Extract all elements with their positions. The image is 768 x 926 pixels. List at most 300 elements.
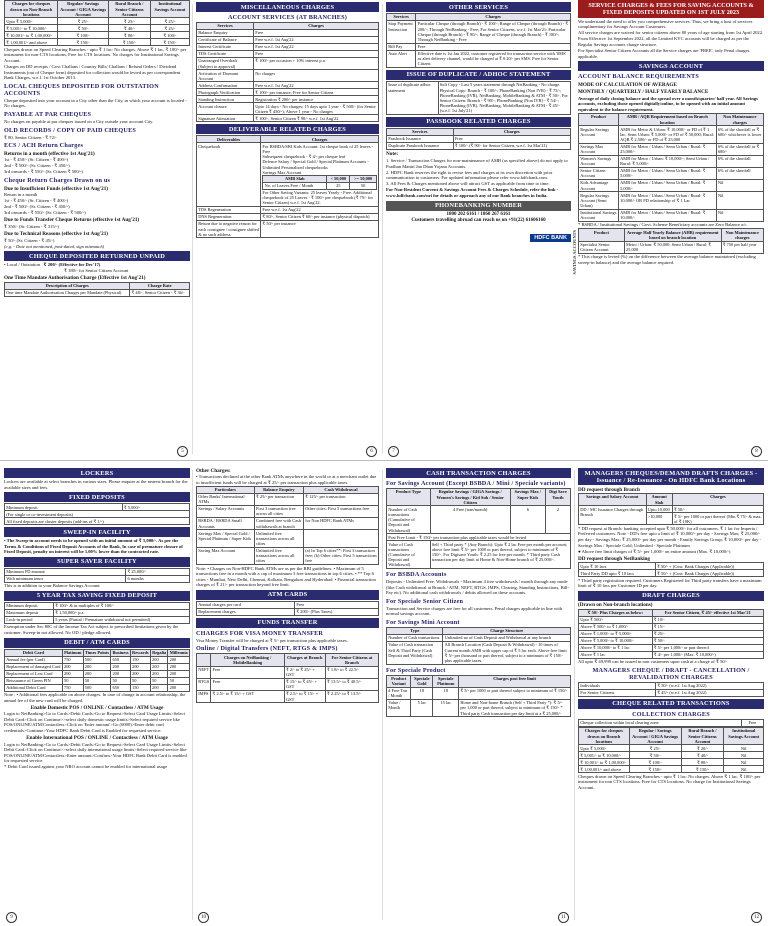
table-cell: Above ₹ 1,000/- to ₹ 5,000/- (579, 630, 653, 637)
branch-collection-table (578, 727, 764, 773)
table-cell: ₹ 100/- per instance; Free for Senior Citizen (254, 89, 379, 96)
savings-mini-table (386, 627, 571, 665)
funds-transfer-return-text: ₹ 350/- (Sr. Citizen - ₹ 315/-) (4, 223, 59, 229)
table-header: Business (112, 650, 129, 656)
table-header: Charge Rate (130, 282, 190, 289)
table-cell: ₹ 15/- to ₹ 45/- + GST (284, 678, 325, 690)
table-cell: Post Free Limit - ₹ 150/- per transaction plus applicable taxes would be levied (387, 534, 571, 541)
table-cell: Value of Cash transaction Self & Third Party (Cash Deposit and Withdrawal) (387, 641, 443, 664)
returned-unpaid-local (4, 262, 190, 268)
table-cell: 750 (62, 656, 83, 663)
table-cell: Cheque collection within local clearing zone (579, 719, 742, 726)
table-cell: Free w.e.f. 1st Aug'22 (261, 206, 379, 213)
table-cell: Regular Savings Account (Semi Urban) (579, 192, 619, 209)
debit-cards-table (4, 649, 190, 692)
table-header: Services (387, 128, 454, 135)
table-cell: Home and Non-home Branch (Self + Third Party *): ₹ 5/- per 1,000 or part thereof, subject to minimum of ₹ 150/- * Third party Cash transaction per day limit at a ₹ 25,000/- (459, 699, 571, 716)
speed-clearing-note: Cheques drawn on Speed Clearing Branches - upto ₹ 1 lac: No charges. Above ₹ 1 lac, ₹ 100/- per instrument for non-CTS locations, Free for CTS locations. No charges for Institutional Savings Account. (4, 46, 187, 64)
table-row (5, 32, 190, 39)
table-row (263, 183, 376, 190)
table-cell: Above ₹ 5,000/- to ₹ 10,000/- (579, 637, 653, 644)
table-cell: 200 (150, 656, 168, 663)
column-divider (192, 470, 193, 920)
other-charges-heading: Other Charges: (196, 467, 231, 474)
table-header: Rural Branch / Senior Citizens Account (681, 727, 724, 744)
misc-charges-heading: MISCELLANEOUS CHARGES (196, 2, 379, 12)
table-row (5, 568, 190, 575)
fixed-deposits-table (4, 503, 190, 525)
table-header: Times Points (84, 650, 110, 656)
table-cell: Value / Month (387, 699, 411, 716)
visa-transfer-heading: CHARGES FOR VISA MONEY TRANSFER (196, 629, 324, 637)
technical-return-text: ₹ 50/- (Sr. Citizen - ₹ 45/-) (4, 237, 55, 243)
table-cell: Free (416, 43, 571, 50)
table-row (387, 634, 571, 641)
panel-collection-returns (4, 0, 190, 458)
table-cell: 200 (62, 670, 83, 677)
tax-saving-table (4, 602, 190, 624)
table-cell: ₹ 100/- & in multiples of ₹ 100/- (54, 602, 190, 609)
table-cell: ₹ 80/- (681, 759, 724, 766)
duplicate-statement-table (386, 81, 571, 115)
table-header: Non Maintenance charges (721, 229, 763, 241)
table-cell: 200 (111, 670, 131, 677)
table-cell: Stop Payment Instruction (387, 20, 416, 43)
speciale-product-heading: For Speciale Product (386, 666, 446, 674)
table-cell: AMB for Metro / Urban / Semi Urban / Rural: ₹ 5,000/- (618, 180, 716, 192)
table-row (197, 89, 379, 96)
table-cell: 650 (111, 656, 131, 663)
page-number: 10 (198, 912, 209, 923)
table-row (5, 677, 190, 684)
table-cell: Number of Cash transactions (Cumulative of Deposit and Withdrawal) (387, 506, 431, 534)
intro-text: From Effective 1st September 2022, all the Limited KYC accounts will be charged as per the Regular Savings accounts charge structure. (578, 36, 750, 47)
bsbda-heading: For BSBDA Accounts (386, 570, 447, 578)
table-row (579, 241, 764, 253)
table-cell: 500 (83, 656, 111, 663)
table-cell: Signature Attestation (197, 115, 254, 122)
table-cell: ₹ 125/- per transaction (304, 493, 379, 505)
intro-text: All service charges are waived for senior citizens above 80 years of age starting from 1st April 2022. (578, 30, 764, 36)
table-header: Average Half Yearly Balance (AHB) requirement based on branch location (624, 229, 721, 241)
table-cell: ₹ 25/- (58, 18, 109, 25)
cheque-transactions-heading: CHEQUE RELATED TRANSACTIONS (578, 699, 764, 709)
table-header: Deliverables (197, 136, 261, 143)
atm-cards-heading: ATM CARDS (196, 590, 379, 600)
table-row (5, 18, 190, 25)
table-row (579, 644, 764, 651)
table-cell: DNS Regeneration (197, 213, 261, 220)
mc-cancellation-heading: MANAGERS CHEQUE / DRAFT - CANCELLATION / REVALIDATION CHARGES (592, 666, 750, 681)
table-cell: 200 (130, 663, 150, 670)
table-row (579, 180, 764, 192)
tax-saving-note: Exemption under Sec 80C of the Income Tax Act subject to prescribed limitations given by the customer. Sweep-in not allowed. No OD / pledge allowed. (4, 624, 179, 636)
table-cell: Certificate of Balance (197, 36, 254, 43)
table-cell: 5 years (Partial / Premature withdrawal not permitted) (54, 616, 190, 623)
table-cell: ₹ 100/- (629, 759, 681, 766)
lockers-heading: LOCKERS (4, 468, 190, 478)
collection-charges-heading: COLLECTION CHARGES (632, 710, 710, 718)
balance-requirement-heading: ACCOUNT BALANCE REQUIREMENTS (578, 73, 700, 81)
atm-usage-table (196, 486, 379, 565)
table-cell: ₹ 200/- (Plus Taxes) (295, 608, 379, 615)
fixed-deposits-heading: FIXED DEPOSITS (4, 492, 190, 502)
table-cell: ₹ 50/- + (Cost: Bank Charges (Applicable)) (655, 570, 763, 577)
collection-charges-table (4, 0, 190, 46)
table-cell: ₹ 15/- (652, 623, 763, 630)
table-header: Millennia (169, 650, 188, 656)
table-row (197, 518, 379, 530)
table-cell: Unlimited free transactions across all cities (254, 530, 303, 547)
table-cell: 6 months (126, 575, 190, 582)
debit-cards-heading: DEBIT / ATM CARDS (4, 638, 190, 648)
enable-international-text: Login to NetBanking>Go to Cards>Debit Cards>Go to Request>Select Card Usage Limits>Select Debit Card>Click on Continue>>select daily international usage limits>Select required service like POS/ONLINE/ATM/Contactless>Enter amount>Confirm>Your HDFC Bank Debit Card is enabled for requested service. (4, 741, 187, 764)
balance-requirement-table (578, 113, 764, 222)
table-row (579, 752, 764, 759)
deliverables-heading: DELIVERABLE RELATED CHARGES (196, 124, 379, 134)
old-records-text: ₹ 80, Senior Citizen - ₹ 72/- (4, 134, 57, 140)
table-cell: ₹ 10/- (652, 616, 763, 623)
table-row (387, 699, 571, 716)
table-header: Product Variant (387, 675, 411, 687)
table-cell: Other Banks' International ATMs (197, 493, 255, 505)
table-header: Amount Slab (646, 494, 672, 506)
table-cell: Free (453, 135, 570, 142)
table-row (387, 135, 571, 142)
old-records-heading: OLD RECORDS / COPY OF PAID CHEQUES (4, 126, 137, 134)
table-cell: 200 (83, 670, 111, 677)
table-cell: Balance Enquiry (197, 29, 254, 36)
collection-footer: Cheques drawn on Speed Clearing Branches - upto ₹ 1 lac: No charges. Above ₹ 1 lac, ₹ 100/- per instrument for non CTS locations. Free for CTS locations. No charge for Institutional Savings Account. (578, 773, 761, 790)
table-row (197, 57, 379, 69)
table-cell: ₹ 25/- (150, 25, 189, 32)
table-cell: NEFT (197, 666, 211, 678)
table-cell: Reissuance of Green PIN (5, 677, 63, 684)
table-cell: ₹ 40/- (681, 752, 724, 759)
table-cell: Kids Advantage Account (579, 180, 619, 192)
table-header: Institutional Savings Account (724, 727, 764, 744)
table-cell: ₹ 25/- (108, 18, 150, 25)
side-label: SAVINGS ACCOUNTS (572, 230, 577, 275)
table-header: Cash Withdrawal (304, 486, 379, 493)
table-cell: ₹ 100/- (150, 32, 189, 39)
table-cell: Free (295, 601, 379, 608)
list-item: 2nd - ₹ 500/- (Sr. Citizen - ₹ 450/-) (4, 163, 70, 169)
table-row (579, 167, 764, 179)
cash-transaction-heading: CASH TRANSACTION CHARGES (386, 468, 571, 478)
table-cell: ₹ 50/- per instance (261, 220, 379, 237)
mc-cancellation-table (578, 682, 764, 697)
table-cell: Nil (724, 759, 764, 766)
local-collection-table (578, 719, 764, 727)
table-cell: All Branch Location (Cash Deposit & Withdrawal) - 10 times of Current month AMB with upper cap of ₹ 5 lac each. Above free limit ₹ 5/- per thousand or part thereof, subject to a minimum of ₹ 150/- plus applicable taxes. (443, 641, 571, 664)
visa-transfer-text: Visa Money Transfer will be charged at ₹ 5/- per transaction plus applicable taxes. (196, 637, 348, 643)
table-cell: ₹ 150/- (58, 39, 109, 46)
table-cell: BSBDA / BSBDA Small Accounts (197, 518, 255, 530)
table-row (579, 209, 764, 221)
table-row (197, 206, 379, 213)
table-cell: 50 (350, 183, 376, 190)
table-header: Speciale Gold (411, 675, 433, 687)
table-cell: Women's Savings Account (579, 155, 619, 167)
table-cell: Additional Debit Card (5, 684, 63, 691)
balance-text: Average of daily closing balance and the spread over a month/quarter/ half year. All Savings accounts, excluding those opened digitally/online, to be opened with an initial amount equivalent to the balance requirement. (578, 95, 758, 112)
table-row (5, 39, 190, 46)
dd-note: * DD request at Branch: banking accepted upto ₹ 50,000/- for all customers. ₹ 1 lac for Imperia / Preferred customers. Note - DD's free upto a limit of ₹ 10,000/- per day - Savings Max; ₹ 25,000/- per day - Savings Max; ₹ 25,000/- per day per month - Family Savings Group; ₹ 10,000/- per day - Savings Max / Speciale Gold; Unlimited - Speciale Platinum (578, 525, 762, 548)
table-row (579, 192, 764, 209)
table-cell: Value of Cash transactions (Cumulative of Deposit and Withdrawal) (387, 541, 431, 569)
table-row (579, 630, 764, 637)
table-cell: # Free Txn / Month (387, 687, 411, 699)
duplicate-statement-heading: ISSUE OF DUPLICATE / ADHOC STATEMENT (386, 70, 571, 80)
table-header: AMB Slab (263, 176, 327, 183)
table-cell: 200 (150, 684, 168, 691)
table-cell: Upto 14 days - No charges; 15 days upto 1 year - ₹ 500/- (for Senior Citizen ₹ 450/-); Above 1 year - No charges (254, 103, 379, 115)
table-cell: 750 (62, 684, 83, 691)
table-cell: For Senior Citizens (579, 689, 656, 696)
table-header: Rural Branch / Senior Citizens Account (108, 1, 150, 18)
table-cell: ₹ 150/- (108, 39, 150, 46)
table-cell: 6% of the shortfall or ₹ 600/- whichever is lower (716, 126, 763, 143)
table-cell: ₹ 150/- (629, 766, 681, 773)
table-cell: ₹ 50/- + (Cost: Bank Charges (Applicable)) (655, 563, 763, 570)
table-cell: Bill Pay (387, 43, 416, 50)
table-row (387, 506, 571, 534)
table-row (5, 663, 190, 670)
list-item: 2nd - ₹ 500/- (Sr. Citizen - ₹ 450/-) (4, 204, 70, 210)
table-row (197, 213, 379, 220)
table-cell: ₹ 100/- per occasion + 10% interest p.a. (254, 57, 379, 69)
page-number: 12 (751, 912, 762, 923)
managers-cheque-heading: MANAGERS CHEQUES/DEMAND DRAFTS CHARGES - Issuance / Re-Issuance - On HDFC Bank Locations (578, 468, 764, 485)
table-cell: ₹ 50/- (672, 506, 763, 513)
column-divider (574, 470, 575, 920)
table-cell: Above ₹ 10,000/- to ₹ 1 lac (579, 644, 653, 651)
table-header: Institutional Savings Account (150, 1, 189, 18)
cheque-return-heading: Cheque Return Charges Drawn on us (4, 177, 111, 185)
table-row (197, 115, 379, 122)
table-cell: Number of Cash transactions (387, 634, 443, 641)
table-header: Charges for cheques drawn on Branch locations (579, 727, 630, 744)
table-row (5, 684, 190, 691)
table-cell: ₹ 20/- (681, 745, 724, 752)
dd-netbanking-table (578, 562, 764, 577)
table-cell: Auto Alert (387, 50, 416, 67)
table-cell: Standing Instruction (197, 96, 254, 103)
table-cell: ₹ 25/- (652, 630, 763, 637)
table-header: Rewards (132, 650, 149, 656)
ecs-heading: ECS / ACH Return Charges (4, 142, 84, 150)
funds-transfer-return-heading: Due to Funds Transfer Cheque Returns (effective 1st Aug'21) (4, 217, 140, 224)
savings-mini-heading: For Savings Mini Account (386, 618, 460, 626)
table-row (579, 719, 764, 726)
ecs-subheading: Returns in a month (effective 1st Aug'21) (4, 150, 95, 157)
non-resident-note: For Non-Resident Current & Savings Account Fees & Charges Schedule, refer the link - www.hdfcbank.com/nri for details or approach any of our Bank branches in India. (386, 187, 559, 198)
table-cell: Photograph Verification (197, 89, 254, 96)
table-cell: 200 (83, 663, 111, 670)
table-header: Charges (254, 23, 379, 30)
table-cell: Minimum deposit (5, 504, 123, 511)
list-item: 3. All Fees & Charges mentioned above will attract GST as applicable from time to time. (386, 181, 550, 187)
bottom-spread (0, 466, 768, 924)
bank-logo-wrap (386, 226, 571, 244)
table-cell: Minimum FD amount (5, 568, 126, 575)
half-yearly-balance-table (578, 228, 764, 253)
table-cell: ₹ 150/- (150, 39, 189, 46)
table-cell: TDS Regeneration (197, 206, 261, 213)
table-cell: ₹ 5,001/- to ₹ 10,000/- (579, 752, 630, 759)
list-item: Defence Salary / Special Gold / Special Platinum Accounts - Unlimited Personalized chequebooks (262, 159, 369, 170)
table-row (579, 651, 764, 658)
table-cell: Account closure (197, 103, 254, 115)
table-cell: 200 (168, 684, 190, 691)
top-spread (0, 0, 768, 458)
page-number: 11 (558, 912, 569, 923)
technical-return-note: (e.g. - Date not mentioned, post-dated, sign mismatch) (4, 243, 105, 249)
table-cell: Free (211, 666, 284, 678)
table-row (197, 143, 379, 207)
table-header: For Senior Citizen, ₹ 45/- effective 1st Mar'21 (652, 609, 763, 616)
other-services-heading: OTHER SERVICES (386, 2, 571, 12)
table-cell: Maximum deposit (5, 609, 54, 616)
table-cell: 4 Free (tran/month) (430, 506, 510, 534)
table-cell: ₹ 25/- (150, 18, 189, 25)
list-item: Savings Max Account (262, 169, 302, 175)
table-header: < 50,000 (327, 176, 350, 183)
table-header: Regular/ Savings Account / GIGA Savings Account (58, 1, 109, 18)
table-row (5, 670, 190, 677)
table-cell: ₹ 25/- (629, 745, 681, 752)
table-cell: ₹ 50/- (629, 752, 681, 759)
table-header: Charges (672, 494, 763, 506)
table-row (579, 506, 764, 513)
draft-charges-heading: DRAFT CHARGES (578, 591, 764, 601)
table-cell: ₹ 5/- per 1,000/- or part thereof (652, 644, 763, 651)
table-row (197, 103, 379, 115)
cash-transaction-subheading: For Savings Account (Except BSBDA / Mini / Speciale variants) (386, 480, 566, 487)
table-header: Charges for cheques drawn on Non-Branch locations (5, 1, 58, 18)
debit-cards-note: Note : • Additional fees applicable on above charges. In case of change in account relationship, the annual fee of the new card will be charged. (4, 692, 186, 703)
list-item: 1. Service / Transaction Charges for non-maintenance of AMB (as specified above) do not apply to Pradhan Mantri Jan Dhan Yojana Accounts. (386, 157, 568, 169)
table-cell: AMB for Metro / Urban / Semi Urban / Rural: ₹ 10,000/- OR FD relationship of ₹ 1 Lac (618, 192, 716, 209)
table-row (579, 637, 764, 644)
dd-note: ● Above free limit charges of ₹ 5/- per 1,000/- on entire amount (Max. ₹ 10,000/-) (578, 548, 731, 554)
list-item: 2. HDFC Bank reserves the right to revise fees and charges at its own discretion with prior communication to customers. For updated information please refer www.hdfcbank.com. (386, 169, 553, 181)
draft-charges-table (578, 609, 764, 659)
table-cell: One time Mandate Authorisation Charges per Mandate (Physical) (5, 289, 130, 296)
table-cell: Unlimited free transactions across all cities (254, 547, 303, 564)
other-charges-text: • Transactions declined at the other Bank ATMs anywhere in the world or at a merchant outlet due to insufficient funds will be charged at ₹ 25/- per transaction plus applicable taxes. (196, 474, 377, 485)
table-cell: ₹ 1.8/- to ₹ 22.5/- (325, 666, 378, 678)
table-cell: ₹ 150/- (681, 766, 724, 773)
panel-other-services (386, 0, 571, 458)
table-cell: Effective date is 1st Jan 2022, customer registered for transaction service with 'SMS' as alert delivery channel, would be charged at ₹ 0.20/- per SMS. Free for Senior Citizen. (416, 50, 571, 67)
table-row (579, 143, 764, 155)
table-cell: Free (741, 719, 763, 726)
table-row (197, 96, 379, 103)
table-cell: Free w.e.f. 1st Aug'22 (254, 43, 379, 50)
table-header: Savings Max / Super Kids (510, 489, 545, 506)
table-cell: 50 (62, 677, 83, 684)
table-header: Balance Enquiry (254, 486, 303, 493)
table-cell: ₹ 48/-, Senior Citizen - ₹ 36/- (130, 289, 190, 296)
table-cell: Free (254, 29, 379, 36)
table-cell: Issue of duplicate adhoc statement (387, 81, 439, 114)
table-row (579, 623, 764, 630)
table-cell: ₹ 1,00,001/- and above (579, 766, 630, 773)
table-row (579, 570, 764, 577)
table-row (579, 563, 764, 570)
table-cell: Savings / Salary Accounts (197, 505, 255, 517)
table-cell: ₹ 4/- per 1,000/- (Max. ₹ 10,000/-) (652, 651, 763, 658)
insufficient-funds-sub: Return in a month (4, 192, 38, 198)
table-row (197, 36, 379, 43)
table-cell: Passbook Issuance (387, 135, 454, 142)
nro-note: * Debit Card issued against your NRO account cannot be enabled for international usage (4, 764, 168, 770)
table-cell: ₹ 2/- to ₹ 25/- + GST (284, 666, 325, 678)
table-cell: Particular Cheque (through Branch) - ₹ 100/-; Range of Cheque (through Branch) - ₹ 200/-; Through NetBanking - Free; For Senior Citizens, w.e.f. 1st Mar'21: Particular Cheque (through Branch) - ₹ 90/-; Range of Cheque (through Branch) - ₹ 180/-; Through NetBanking - Free (416, 20, 571, 43)
table-cell: Upto ₹ 5,000/- (579, 745, 630, 752)
phonebanking-abroad: Customers travelling abroad can reach us on +91(22) 61606160 (411, 217, 546, 223)
table-cell: ₹ 80/-, Senior Citizen ₹ 60/- per instance (physical dispatch) (261, 213, 379, 220)
table-cell: Nil (724, 745, 764, 752)
table-cell: RTGS (197, 678, 211, 690)
funds-transfer-heading: FUNDS TRANSFER (196, 618, 379, 628)
table-row (197, 505, 379, 517)
cash-transaction-table (386, 488, 571, 569)
table-row (579, 616, 764, 623)
table-row (387, 687, 571, 699)
table-header: AMB / AQB Requirement based on Branch location (618, 113, 716, 125)
table-cell: Registration ₹ 200/- per instance (254, 96, 379, 103)
table-cell: Unarranged Overdraft (Subject to approval) (197, 57, 254, 69)
table-cell: Free (211, 678, 284, 690)
table-cell: All fixed deposits are cluster deposits (add-ins of ₹ 1/-) (5, 518, 190, 525)
table-row (387, 43, 571, 50)
table-cell: IMPS (197, 691, 211, 703)
phonebanking-heading: PHONEBANKING NUMBER (386, 201, 571, 211)
column-divider (382, 4, 383, 454)
enable-domestic-text: Login to NetBanking>Go to Cards>Debit Cards>Go to Request>Select Card Usage Limits>Select Debit Card>Click on Continue>>select daily domestic usage limits>Select required service like POS/ONLINE/ATM/Contactless>Click on 'Enter amount'>Go (0000)>Enter debit card credentials>Continue>Your HDFC Bank Debit Card is Enabled for requested service. (4, 711, 185, 733)
table-cell: 15 lac (433, 699, 459, 716)
list-item: 1st - ₹ 450/- (Sr. Citizen - ₹ 400/-) (4, 157, 69, 163)
list-item: For BSBDA/SBI Kids Account: 1st cheque book of 25 leaves - Free (262, 143, 374, 154)
table-header: Product (579, 229, 625, 241)
table-header: Charges (261, 136, 379, 143)
table-cell (304, 530, 379, 547)
technical-return-heading: Due to Technical Reasons (effective 1st Aug'21) (4, 231, 109, 238)
table-header: Debit Card (5, 649, 63, 656)
calc-mode-heading: MODE OF CALCULATION OF AVERAGE (578, 81, 677, 88)
calc-period-heading: MONTHLY / QUARTERLY / HALF YEARLY BALANCE (578, 89, 709, 96)
panel-drafts-cheques (578, 466, 764, 924)
table-cell: 200 (150, 670, 168, 677)
table-row (579, 759, 764, 766)
deliverables-table (196, 135, 379, 238)
table-row (387, 142, 571, 149)
table-header: Description of Charges (5, 282, 130, 289)
table-header: Type (387, 627, 443, 634)
column-divider (382, 470, 383, 920)
table-header: Services (387, 14, 416, 21)
table-cell: Regular Savings Account (579, 126, 619, 143)
passbook-heading: PASSBOOK RELATED CHARGES (386, 117, 571, 127)
tax-saving-heading: 5 YEAR TAX SAVING FIXED DEPOSIT (4, 591, 190, 601)
table-cell: Saving Max Account (197, 547, 255, 564)
table-header: Platinum (64, 650, 82, 656)
table-cell: ₹ 1,00,001/- and above (5, 39, 58, 46)
table-header: >= 50,000 (350, 176, 376, 183)
